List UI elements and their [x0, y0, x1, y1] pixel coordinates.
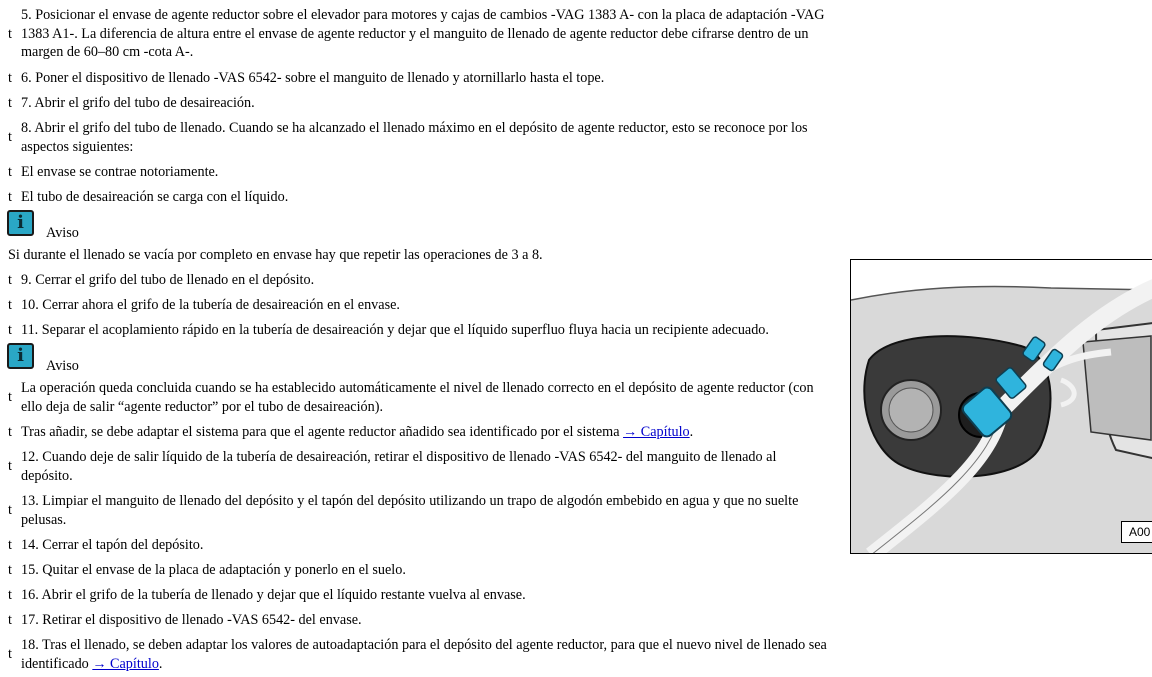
step-text: 13. Limpiar el manguito de llenado del depósito y el tapón del depósito utilizando un trapo de algodón embebido en agua y que no suelte pelusas.	[21, 493, 799, 528]
filling-device-illustration	[850, 259, 1152, 554]
figure-label: A00	[1121, 521, 1152, 543]
step-text: 7. Abrir el grifo del tubo de desaireación.	[21, 95, 255, 111]
step-8-aspect-2	[0, 188, 830, 207]
bullet: t	[8, 322, 12, 338]
step-11	[0, 321, 830, 340]
bullet: t	[8, 129, 12, 146]
step-text: 16. Abrir el grifo de la tubería de llenado y dejar que el líquido restante vuelva al envase.	[21, 587, 526, 603]
step-6	[0, 69, 830, 88]
info-icon: i	[7, 343, 34, 369]
step-text: 11. Separar el acoplamiento rápido en la tubería de desaireación y dejar que el líquido superfluo fluya hacia un recipiente adecuado.	[21, 322, 769, 338]
step-text: 5. Posicionar el envase de agente reductor sobre el elevador para motores y cajas de cambios -VAG 1383 A- con la placa de adaptación -VAG 1383 A1-. La diferencia de altura entre el envase de agente reductor y el manguito de llenado de agente reductor debe cifrarse dentro de un margen de 60–80 cm -cota A-.	[21, 7, 825, 60]
note-1-text: Si durante el llenado se vacía por completo en envase hay que repetir las operaciones de 3 a 8.	[8, 247, 543, 263]
chapter-link[interactable]: → Capítulo	[92, 655, 159, 672]
step-text: 12. Cuando deje de salir líquido de la tubería de desaireación, retirar el dispositivo de llenado -VAS 6542- del manguito de llenado al depósito.	[21, 449, 777, 484]
bullet: t	[8, 646, 12, 663]
bullet: t	[8, 297, 12, 313]
note-2	[7, 343, 207, 375]
step-9	[0, 271, 830, 290]
bullet: t	[8, 70, 12, 86]
bullet: t	[8, 95, 12, 111]
step-13	[0, 492, 830, 529]
note-label: Aviso	[46, 358, 79, 374]
step-8	[0, 119, 830, 156]
chapter-link[interactable]: → Capítulo	[623, 424, 690, 440]
note-2-item-1	[0, 379, 830, 416]
step-text	[21, 423, 830, 442]
bullet: t	[8, 502, 12, 519]
step-text: 14. Cerrar el tapón del depósito.	[21, 537, 204, 553]
step-17	[0, 611, 830, 630]
step-text: 17. Retirar el dispositivo de llenado -VAS 6542- del envase.	[21, 612, 362, 628]
step-text: 10. Cerrar ahora el grifo de la tubería de desaireación en el envase.	[21, 297, 400, 313]
step-text: La operación queda concluida cuando se ha establecido automáticamente el nivel de llenado correcto en el depósito de agente reductor (con ello deja de salir “agente reductor” por el tubo de desaireación).	[21, 380, 814, 415]
bullet: t	[8, 389, 12, 406]
step-8-aspect-1	[0, 163, 830, 182]
step-14	[0, 536, 830, 555]
period: .	[158, 655, 163, 672]
bullet: t	[8, 537, 12, 553]
bullet: t	[8, 612, 12, 628]
bullet: t	[8, 424, 12, 440]
step-18-text: 18. Tras el llenado, se deben adaptar los valores de autoadaptación para el depósito del agente reductor, para que el nuevo nivel de llenado sea identificado	[21, 637, 827, 672]
step-text: 8. Abrir el grifo del tubo de llenado. Cuando se ha alcanzado el llenado máximo en el depósito de agente reductor, esto se reconoce por los aspectos siguientes:	[21, 120, 808, 155]
step-text: El envase se contrae notoriamente.	[21, 164, 219, 180]
note-2-item-2-text: Tras añadir, se debe adaptar el sistema para que el agente reductor añadido sea identificado por el sistema	[21, 424, 624, 440]
step-10	[0, 296, 830, 315]
period: .	[689, 424, 694, 440]
bullet: t	[8, 272, 12, 288]
bullet: t	[8, 164, 12, 180]
step-text: 15. Quitar el envase de la placa de adaptación y ponerlo en el suelo.	[21, 562, 406, 578]
note-1	[7, 210, 207, 242]
step-text: El tubo de desaireación se carga con el líquido.	[21, 189, 289, 205]
note-label: Aviso	[46, 225, 79, 241]
illustration-drawing	[851, 260, 1152, 554]
step-text	[21, 636, 830, 673]
step-7	[0, 94, 830, 113]
step-15	[0, 561, 830, 580]
step-16	[0, 586, 830, 605]
bullet: t	[8, 189, 12, 205]
step-18	[0, 636, 830, 673]
step-text: 9. Cerrar el grifo del tubo de llenado en el depósito.	[21, 272, 315, 288]
step-12	[0, 448, 830, 485]
info-icon: i	[7, 210, 34, 236]
bullet: t	[8, 562, 12, 578]
note-2-item-2	[0, 423, 830, 442]
step-text: 6. Poner el dispositivo de llenado -VAS 6542- sobre el manguito de llenado y atornillarlo hasta el tope.	[21, 70, 605, 86]
bullet: t	[8, 458, 12, 475]
bullet: t	[8, 587, 12, 603]
bullet: t	[8, 25, 12, 42]
step-5	[0, 6, 830, 62]
